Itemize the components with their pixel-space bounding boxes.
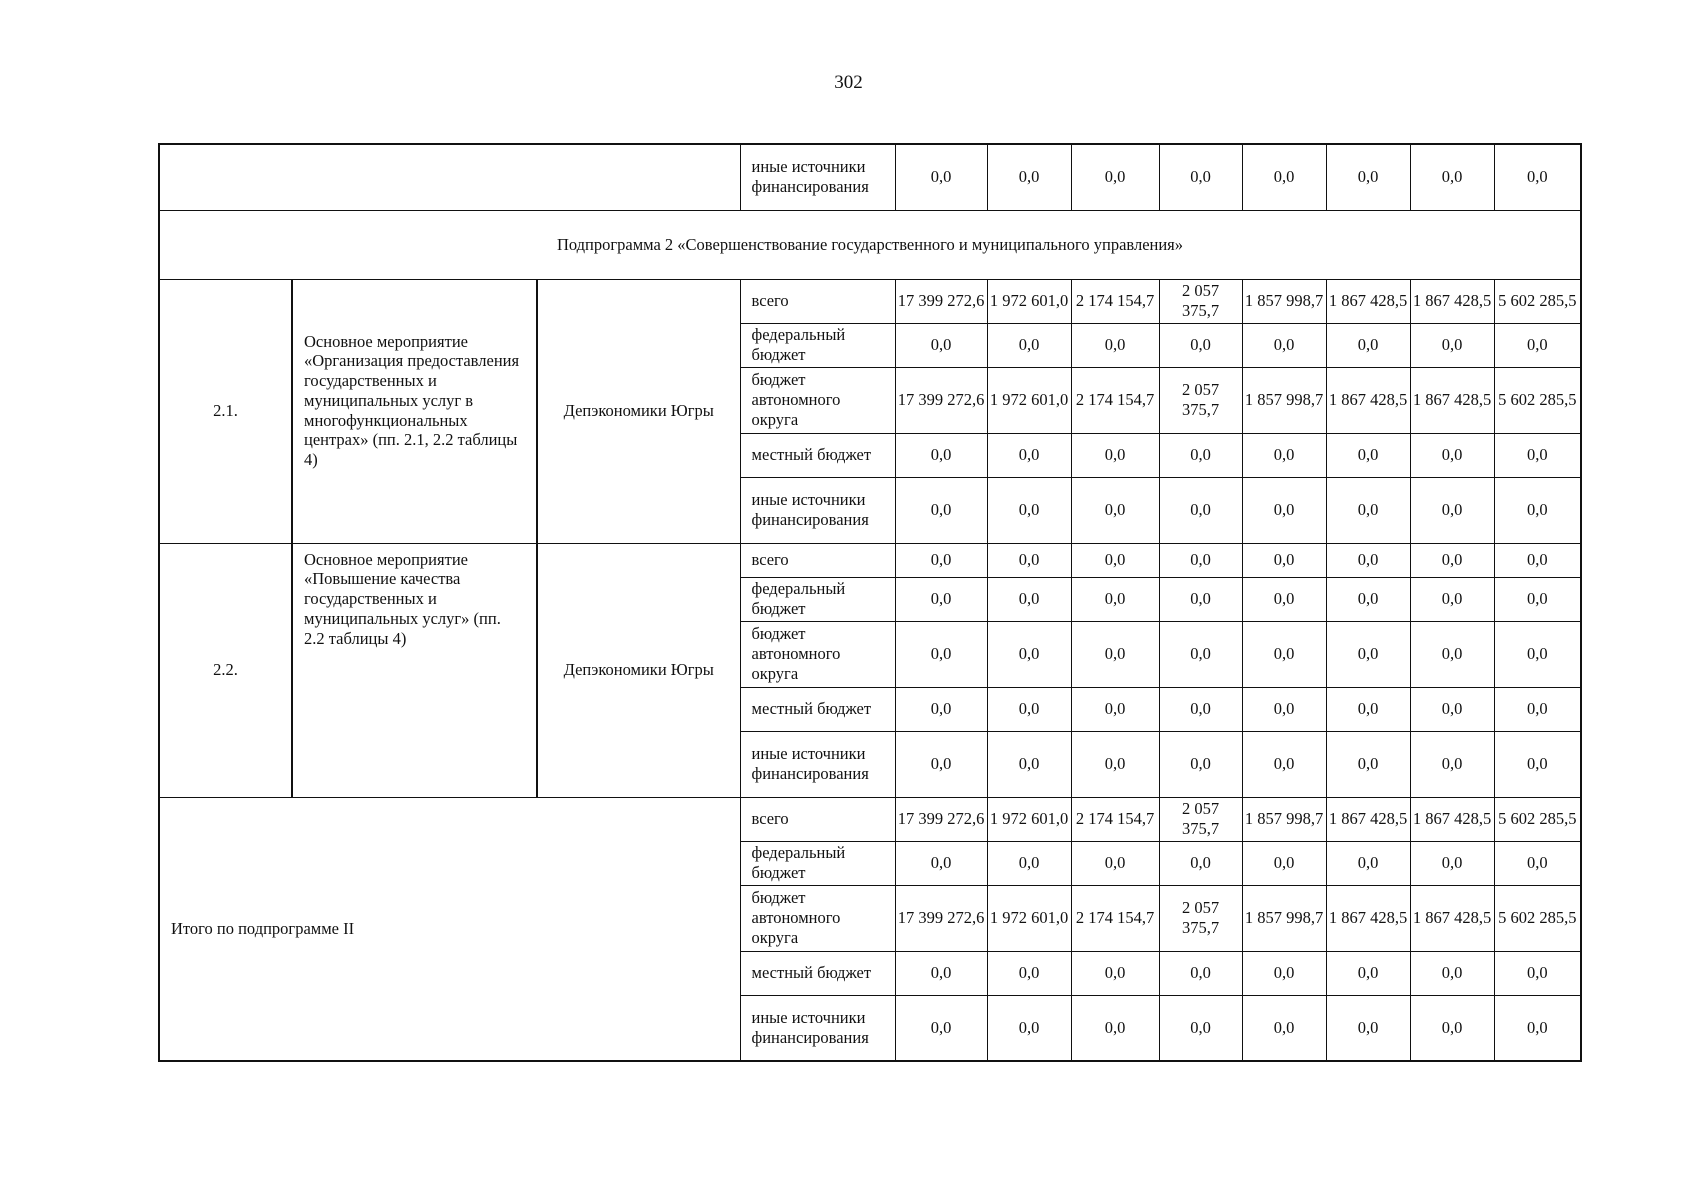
value-cell: 0,0 (1242, 433, 1326, 477)
source-label: всего (740, 543, 895, 577)
value-cell: 0,0 (1410, 621, 1494, 687)
source-label: иные источники финансирования (740, 995, 895, 1061)
value-cell: 0,0 (1326, 543, 1410, 577)
source-label: федеральный бюджет (740, 841, 895, 885)
value-cell: 0,0 (1494, 951, 1581, 995)
activity-name: Основное мероприятие «Повышение качества государственных и муниципальных услуг» (пп. 2.2 таблицы 4) (292, 543, 537, 797)
value-cell: 0,0 (1071, 577, 1159, 621)
value-cell: 0,0 (1326, 323, 1410, 367)
value-cell: 0,0 (1071, 995, 1159, 1061)
value-cell: 0,0 (895, 323, 987, 367)
value-cell: 0,0 (1494, 841, 1581, 885)
value-cell: 1 972 601,0 (987, 797, 1071, 841)
value-cell: 0,0 (1242, 543, 1326, 577)
value-cell: 1 867 428,5 (1410, 367, 1494, 433)
value-cell: 0,0 (1326, 841, 1410, 885)
value-cell: 0,0 (1242, 687, 1326, 731)
value-cell: 2 174 154,7 (1071, 797, 1159, 841)
value-cell: 0,0 (1242, 995, 1326, 1061)
value-cell: 0,0 (1494, 433, 1581, 477)
value-cell: 17 399 272,6 (895, 885, 987, 951)
value-cell: 0,0 (1242, 731, 1326, 797)
value-cell: 0,0 (1071, 731, 1159, 797)
value-cell: 0,0 (895, 951, 987, 995)
value-cell: 0,0 (1494, 731, 1581, 797)
value-cell: 0,0 (1242, 477, 1326, 543)
value-cell: 0,0 (1159, 577, 1242, 621)
value-cell: 0,0 (1071, 477, 1159, 543)
value-cell: 1 972 601,0 (987, 367, 1071, 433)
value-cell: 0,0 (895, 621, 987, 687)
source-label: федеральный бюджет (740, 323, 895, 367)
value-cell: 0,0 (1242, 323, 1326, 367)
value-cell: 0,0 (1071, 621, 1159, 687)
value-cell: 0,0 (987, 995, 1071, 1061)
value-cell: 2 057 375,7 (1159, 279, 1242, 323)
activity-name: Основное мероприятие «Организация предоставления государственных и муниципальных услуг в многофункциональных центрах» (пп. 2.1, 2.2 таблицы 4) (292, 279, 537, 543)
value-cell: 0,0 (1242, 621, 1326, 687)
source-label: бюджет автономного округа (740, 885, 895, 951)
value-cell: 0,0 (987, 543, 1071, 577)
value-cell: 0,0 (1326, 477, 1410, 543)
value-cell: 0,0 (1159, 433, 1242, 477)
value-cell: 2 174 154,7 (1071, 279, 1159, 323)
value-cell: 0,0 (987, 323, 1071, 367)
value-cell: 0,0 (895, 433, 987, 477)
value-cell: 5 602 285,5 (1494, 885, 1581, 951)
value-cell: 0,0 (1242, 577, 1326, 621)
source-label: иные источники финансирования (740, 731, 895, 797)
source-label: местный бюджет (740, 687, 895, 731)
value-cell: 2 174 154,7 (1071, 367, 1159, 433)
empty-cell (159, 144, 740, 210)
value-cell: 17 399 272,6 (895, 367, 987, 433)
value-cell: 0,0 (1159, 687, 1242, 731)
value-cell: 0,0 (1326, 433, 1410, 477)
value-cell: 0,0 (1159, 144, 1242, 210)
value-cell: 0,0 (1242, 951, 1326, 995)
value-cell: 0,0 (1410, 841, 1494, 885)
value-cell: 0,0 (1159, 543, 1242, 577)
table-row (159, 543, 1581, 577)
value-cell: 0,0 (1494, 543, 1581, 577)
value-cell: 0,0 (1494, 687, 1581, 731)
value-cell: 0,0 (1071, 543, 1159, 577)
value-cell: 0,0 (1242, 841, 1326, 885)
financing-table (158, 143, 1582, 1062)
table-row (159, 210, 1581, 279)
value-cell: 0,0 (1159, 621, 1242, 687)
source-label: местный бюджет (740, 951, 895, 995)
value-cell: 0,0 (1494, 323, 1581, 367)
value-cell: 1 867 428,5 (1326, 797, 1410, 841)
value-cell: 0,0 (1242, 144, 1326, 210)
activity-index: 2.2. (159, 543, 292, 797)
page-number: 302 (834, 72, 863, 93)
value-cell: 1 867 428,5 (1410, 279, 1494, 323)
source-label: бюджет автономного округа (740, 621, 895, 687)
source-label: федеральный бюджет (740, 577, 895, 621)
value-cell: 2 057 375,7 (1159, 885, 1242, 951)
value-cell: 0,0 (1159, 323, 1242, 367)
value-cell: 0,0 (1410, 687, 1494, 731)
value-cell: 0,0 (1326, 144, 1410, 210)
value-cell: 0,0 (1410, 144, 1494, 210)
value-cell: 0,0 (987, 951, 1071, 995)
value-cell: 0,0 (1071, 687, 1159, 731)
value-cell: 5 602 285,5 (1494, 279, 1581, 323)
value-cell: 0,0 (1410, 323, 1494, 367)
table-body (159, 144, 1581, 1061)
value-cell: 0,0 (987, 477, 1071, 543)
value-cell: 0,0 (1410, 951, 1494, 995)
value-cell: 0,0 (1326, 621, 1410, 687)
value-cell: 0,0 (1159, 995, 1242, 1061)
value-cell: 1 972 601,0 (987, 279, 1071, 323)
value-cell: 0,0 (895, 543, 987, 577)
value-cell: 1 867 428,5 (1410, 797, 1494, 841)
value-cell: 17 399 272,6 (895, 797, 987, 841)
value-cell: 0,0 (1326, 731, 1410, 797)
value-cell: 1 972 601,0 (987, 885, 1071, 951)
value-cell: 0,0 (1410, 477, 1494, 543)
source-label: иные источники финансирования (740, 144, 895, 210)
value-cell: 0,0 (1159, 841, 1242, 885)
value-cell: 0,0 (1159, 731, 1242, 797)
value-cell: 0,0 (1494, 995, 1581, 1061)
value-cell: 0,0 (1410, 543, 1494, 577)
value-cell: 0,0 (1410, 577, 1494, 621)
value-cell: 0,0 (1071, 841, 1159, 885)
value-cell: 0,0 (1326, 687, 1410, 731)
value-cell: 0,0 (1494, 577, 1581, 621)
value-cell: 1 857 998,7 (1242, 885, 1326, 951)
value-cell: 0,0 (987, 433, 1071, 477)
source-label: местный бюджет (740, 433, 895, 477)
value-cell: 1 867 428,5 (1326, 367, 1410, 433)
value-cell: 0,0 (1494, 144, 1581, 210)
value-cell: 0,0 (987, 687, 1071, 731)
value-cell: 0,0 (1410, 995, 1494, 1061)
value-cell: 1 867 428,5 (1326, 885, 1410, 951)
source-label: иные источники финансирования (740, 477, 895, 543)
value-cell: 2 057 375,7 (1159, 367, 1242, 433)
value-cell: 0,0 (1071, 144, 1159, 210)
value-cell: 1 867 428,5 (1410, 885, 1494, 951)
value-cell: 5 602 285,5 (1494, 797, 1581, 841)
value-cell: 0,0 (1326, 951, 1410, 995)
value-cell: 0,0 (1159, 951, 1242, 995)
value-cell: 0,0 (895, 144, 987, 210)
activity-index: 2.1. (159, 279, 292, 543)
value-cell: 0,0 (895, 995, 987, 1061)
source-label: всего (740, 279, 895, 323)
value-cell: 0,0 (1326, 995, 1410, 1061)
value-cell: 0,0 (895, 577, 987, 621)
value-cell: 2 174 154,7 (1071, 885, 1159, 951)
value-cell: 0,0 (1071, 433, 1159, 477)
value-cell: 0,0 (1071, 951, 1159, 995)
activity-executor: Депэкономики Югры (537, 279, 740, 543)
value-cell: 5 602 285,5 (1494, 367, 1581, 433)
subprogram-title: Подпрограмма 2 «Совершенствование государственного и муниципального управления» (159, 210, 1581, 279)
value-cell: 2 057 375,7 (1159, 797, 1242, 841)
value-cell: 0,0 (1410, 731, 1494, 797)
value-cell: 0,0 (987, 621, 1071, 687)
table-row (159, 279, 1581, 323)
value-cell: 0,0 (1071, 323, 1159, 367)
value-cell: 1 857 998,7 (1242, 367, 1326, 433)
value-cell: 0,0 (987, 731, 1071, 797)
value-cell: 1 857 998,7 (1242, 279, 1326, 323)
table-row (159, 144, 1581, 210)
value-cell: 0,0 (1410, 433, 1494, 477)
value-cell: 0,0 (895, 841, 987, 885)
value-cell: 17 399 272,6 (895, 279, 987, 323)
value-cell: 1 857 998,7 (1242, 797, 1326, 841)
value-cell: 0,0 (987, 144, 1071, 210)
table-row (159, 797, 1581, 841)
value-cell: 0,0 (895, 477, 987, 543)
value-cell: 0,0 (987, 577, 1071, 621)
value-cell: 0,0 (987, 841, 1071, 885)
source-label: всего (740, 797, 895, 841)
value-cell: 1 867 428,5 (1326, 279, 1410, 323)
value-cell: 0,0 (1494, 477, 1581, 543)
total-label: Итого по подпрограмме II (159, 797, 740, 1061)
value-cell: 0,0 (895, 687, 987, 731)
value-cell: 0,0 (895, 731, 987, 797)
value-cell: 0,0 (1159, 477, 1242, 543)
value-cell: 0,0 (1326, 577, 1410, 621)
source-label: бюджет автономного округа (740, 367, 895, 433)
value-cell: 0,0 (1494, 621, 1581, 687)
activity-executor: Депэкономики Югры (537, 543, 740, 797)
